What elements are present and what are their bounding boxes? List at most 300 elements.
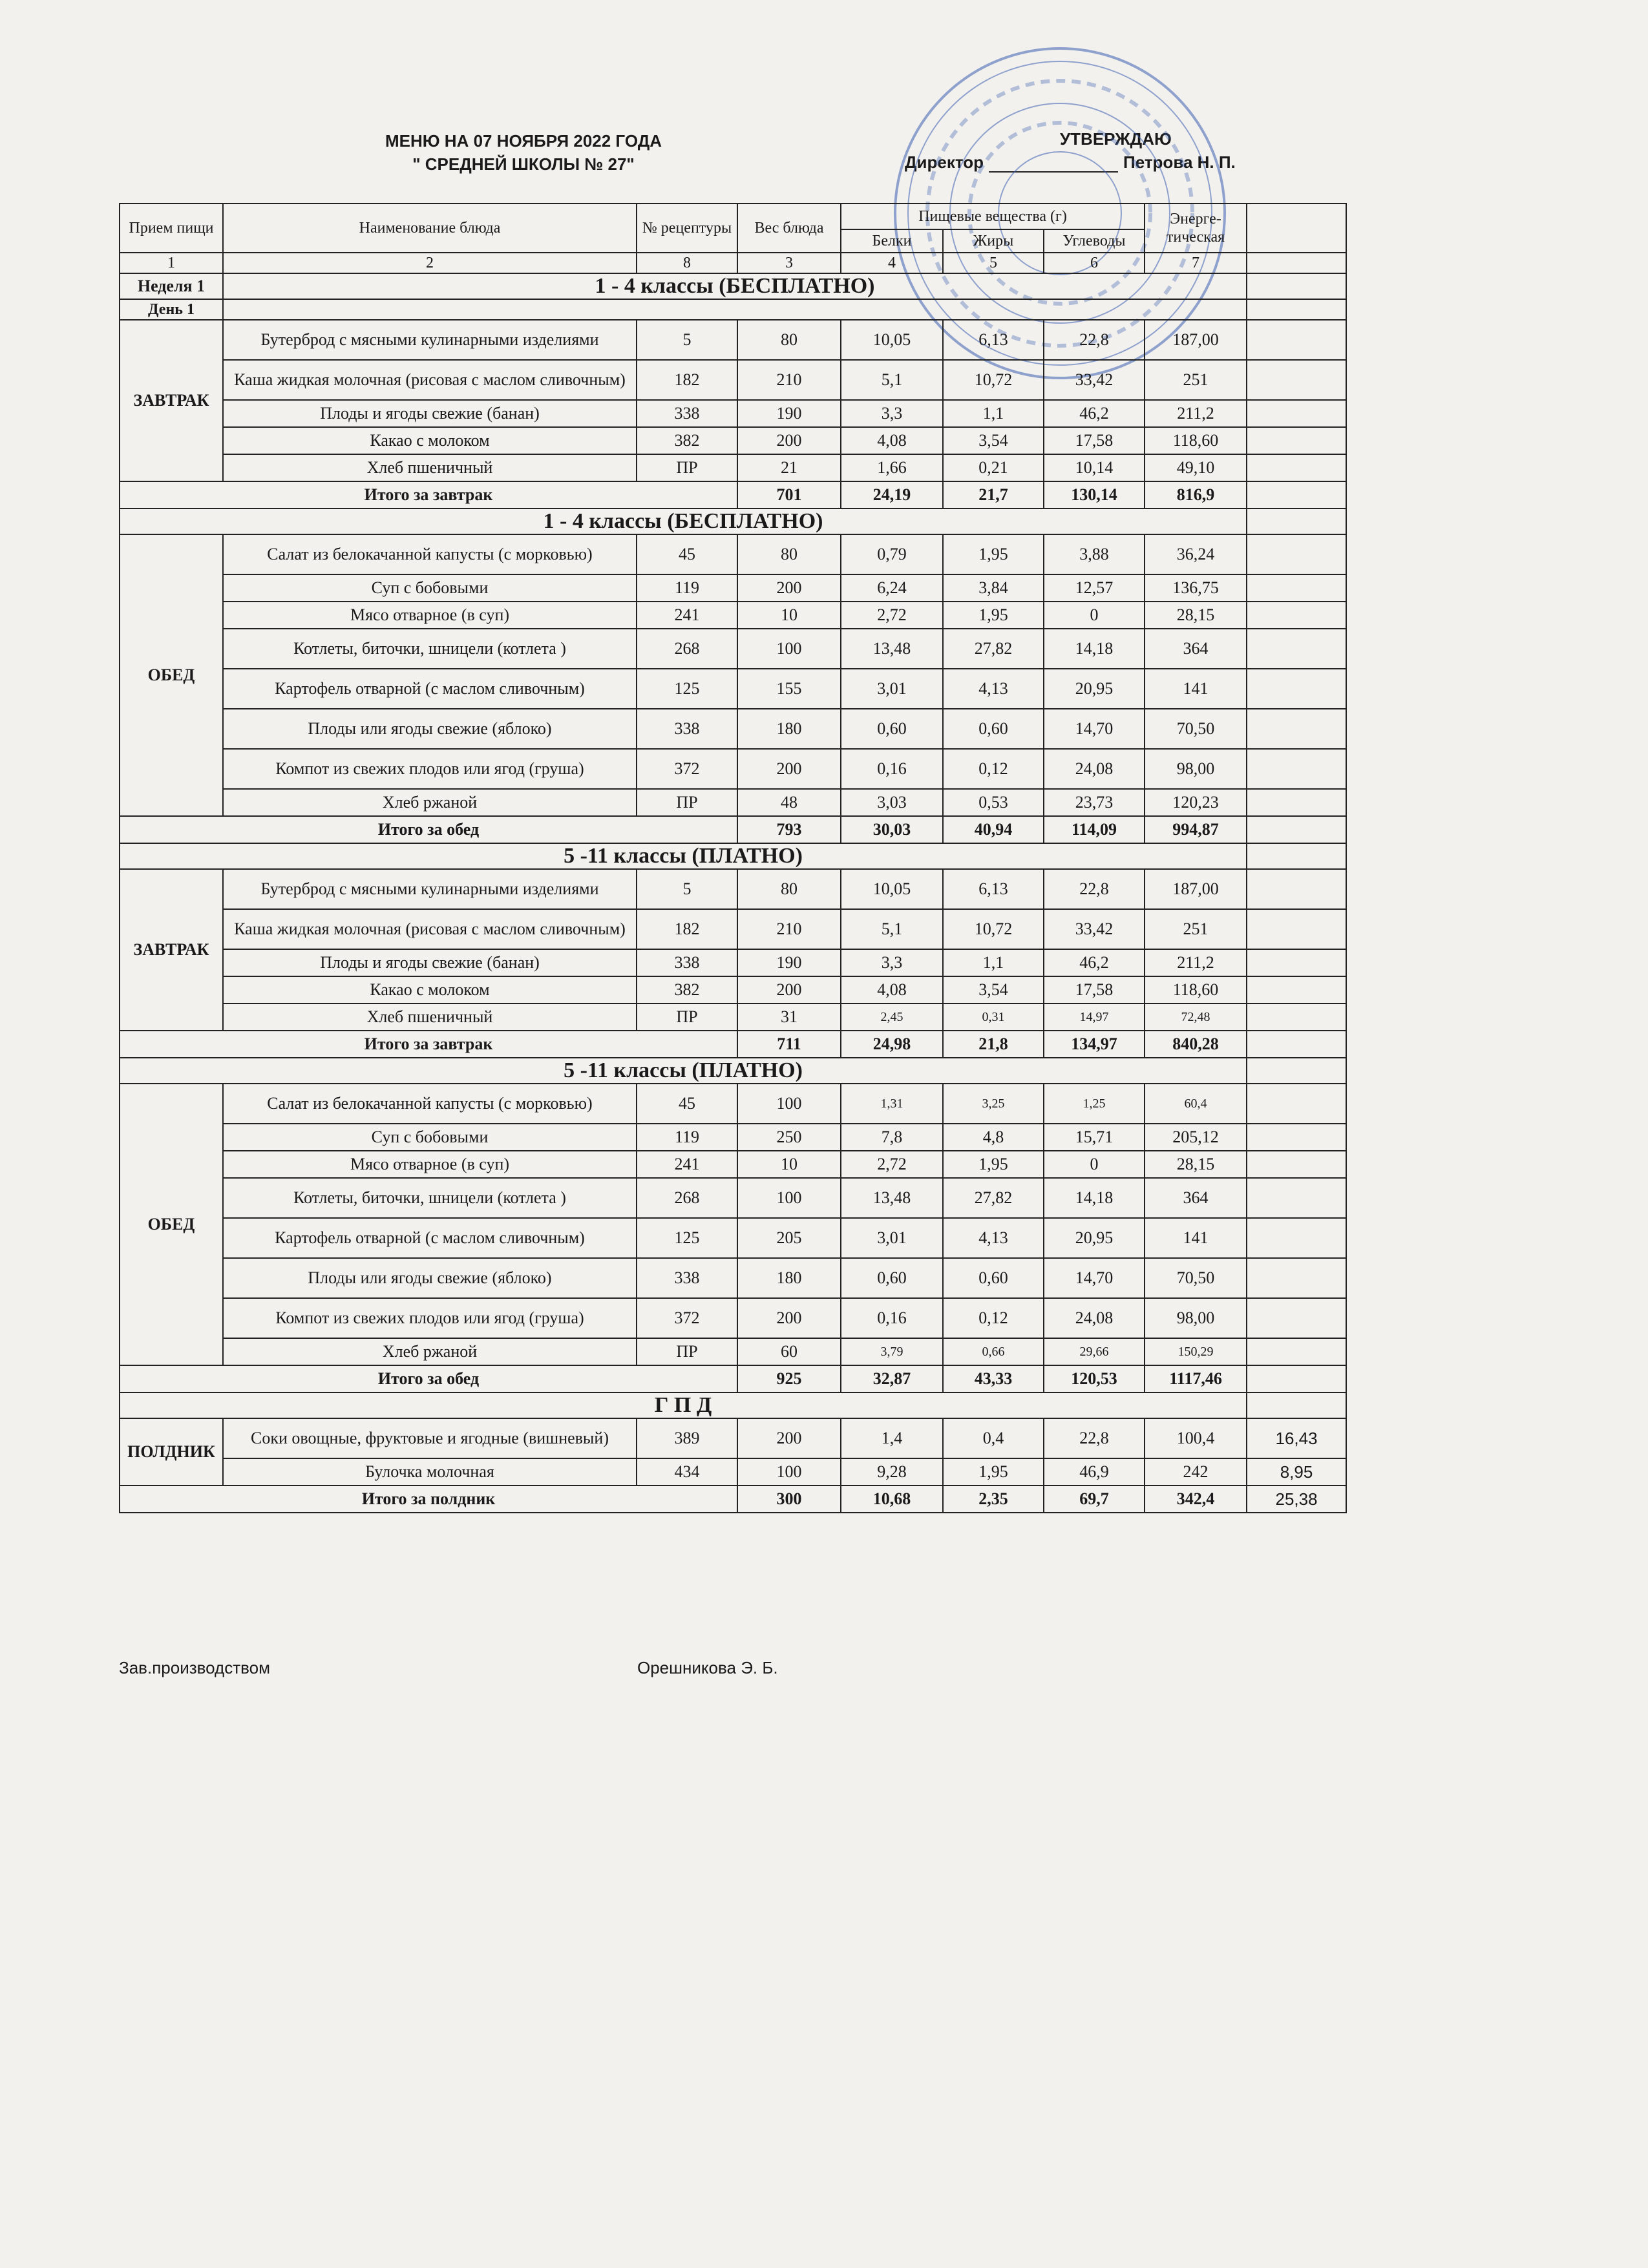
protein-value: 5,1	[841, 360, 943, 400]
fat-value: 1,1	[943, 949, 1044, 976]
protein-value: 1,66	[841, 454, 943, 481]
extra-value	[1247, 709, 1346, 749]
col-number	[1247, 253, 1346, 273]
carbs-value: 29,66	[1044, 1338, 1145, 1365]
section-title: 5 -11 классы (ПЛАТНО)	[120, 843, 1247, 869]
fat-value: 1,1	[943, 400, 1044, 427]
col-header-carbs: Углеводы	[1044, 229, 1145, 253]
dish-name: Хлеб пшеничный	[223, 1003, 637, 1031]
protein-value: 3,03	[841, 789, 943, 816]
fat-value: 4,13	[943, 1218, 1044, 1258]
meal-label: ПОЛДНИК	[120, 1418, 223, 1486]
table-row	[120, 534, 1346, 574]
recipe-number: 45	[637, 1084, 737, 1124]
dish-weight: 200	[737, 976, 841, 1003]
table-row	[120, 320, 1346, 360]
extra-value	[1247, 360, 1346, 400]
extra-value	[1247, 427, 1346, 454]
table-row	[120, 949, 1346, 976]
recipe-number: 338	[637, 709, 737, 749]
total-protein: 32,87	[841, 1365, 943, 1392]
energy-value: 242	[1145, 1458, 1247, 1486]
recipe-number: ПР	[637, 1338, 737, 1365]
carbs-value: 46,2	[1044, 400, 1145, 427]
dish-name: Салат из белокачанной капусты (с морковью)	[223, 534, 637, 574]
fat-value: 0,60	[943, 709, 1044, 749]
dish-weight: 80	[737, 869, 841, 909]
dish-weight: 21	[737, 454, 841, 481]
dish-weight: 200	[737, 749, 841, 789]
dish-weight: 80	[737, 534, 841, 574]
fat-value: 0,53	[943, 789, 1044, 816]
recipe-number: ПР	[637, 789, 737, 816]
carbs-value: 33,42	[1044, 360, 1145, 400]
total-extra	[1247, 1031, 1346, 1058]
extra-value	[1247, 1151, 1346, 1178]
fat-value: 6,13	[943, 869, 1044, 909]
total-extra	[1247, 481, 1346, 509]
carbs-value: 22,8	[1044, 1418, 1145, 1458]
protein-value: 0,60	[841, 709, 943, 749]
section-title: 1 - 4 классы (БЕСПЛАТНО)	[223, 273, 1247, 299]
total-energy: 994,87	[1145, 816, 1247, 843]
extra-value	[1247, 789, 1346, 816]
dish-name: Компот из свежих плодов или ягод (груша)	[223, 1298, 637, 1338]
protein-value: 4,08	[841, 976, 943, 1003]
extra-value	[1247, 320, 1346, 360]
menu-title-line1: МЕНЮ НА 07 НОЯБРЯ 2022 ГОДА	[385, 131, 662, 151]
extra-value	[1247, 669, 1346, 709]
table-row	[120, 789, 1346, 816]
recipe-number: 372	[637, 749, 737, 789]
protein-value: 0,60	[841, 1258, 943, 1298]
total-weight: 701	[737, 481, 841, 509]
dish-weight: 180	[737, 709, 841, 749]
dish-name: Мясо отварное (в суп)	[223, 1151, 637, 1178]
total-protein: 24,19	[841, 481, 943, 509]
col-number: 2	[223, 253, 637, 273]
extra-value	[1247, 1218, 1346, 1258]
energy-value: 364	[1145, 1178, 1247, 1218]
total-energy: 816,9	[1145, 481, 1247, 509]
recipe-number: 119	[637, 574, 737, 602]
energy-value: 251	[1145, 909, 1247, 949]
col-header-dish: Наименование блюда	[223, 204, 637, 253]
total-weight: 925	[737, 1365, 841, 1392]
recipe-number: ПР	[637, 454, 737, 481]
footer-position: Зав.производством	[119, 1658, 270, 1677]
meal-label: ЗАВТРАК	[120, 320, 223, 481]
energy-value: 70,50	[1145, 709, 1247, 749]
recipe-number: 338	[637, 1258, 737, 1298]
energy-value: 36,24	[1145, 534, 1247, 574]
dish-weight: 80	[737, 320, 841, 360]
total-protein: 30,03	[841, 816, 943, 843]
recipe-number: 268	[637, 1178, 737, 1218]
col-number: 1	[120, 253, 223, 273]
col-number: 6	[1044, 253, 1145, 273]
energy-value: 187,00	[1145, 320, 1247, 360]
recipe-number: 125	[637, 1218, 737, 1258]
extra-value	[1247, 574, 1346, 602]
total-label: Итого за полдник	[120, 1486, 737, 1513]
section-title: 1 - 4 классы (БЕСПЛАТНО)	[120, 509, 1247, 534]
total-row	[120, 816, 1346, 843]
energy-value: 141	[1145, 1218, 1247, 1258]
dish-name: Салат из белокачанной капусты (с морковью)	[223, 1084, 637, 1124]
energy-value: 120,23	[1145, 789, 1247, 816]
carbs-value: 17,58	[1044, 976, 1145, 1003]
menu-table	[119, 203, 1347, 1513]
energy-value: 251	[1145, 360, 1247, 400]
menu-title-line2: " СРЕДНЕЙ ШКОЛЫ № 27"	[412, 154, 635, 174]
dish-name: Хлеб ржаной	[223, 789, 637, 816]
extra-value	[1247, 1003, 1346, 1031]
protein-value: 0,16	[841, 749, 943, 789]
fat-value: 4,8	[943, 1124, 1044, 1151]
fat-value: 0,60	[943, 1258, 1044, 1298]
table-row	[120, 1003, 1346, 1031]
total-fat: 21,8	[943, 1031, 1044, 1058]
fat-value: 27,82	[943, 629, 1044, 669]
carbs-value: 10,14	[1044, 454, 1145, 481]
recipe-number: 125	[637, 669, 737, 709]
fat-value: 4,13	[943, 669, 1044, 709]
table-row	[120, 869, 1346, 909]
extra-value	[1247, 1298, 1346, 1338]
extra-value	[1247, 454, 1346, 481]
protein-value: 13,48	[841, 1178, 943, 1218]
col-header-weight: Вес блюда	[737, 204, 841, 253]
recipe-number: 45	[637, 534, 737, 574]
recipe-number: 389	[637, 1418, 737, 1458]
protein-value: 3,79	[841, 1338, 943, 1365]
total-fat: 2,35	[943, 1486, 1044, 1513]
recipe-number: 382	[637, 976, 737, 1003]
recipe-number: 372	[637, 1298, 737, 1338]
menu-title	[259, 129, 788, 176]
dish-name: Суп с бобовыми	[223, 574, 637, 602]
total-carbs: 130,14	[1044, 481, 1145, 509]
col-number: 7	[1145, 253, 1247, 273]
recipe-number: 241	[637, 1151, 737, 1178]
dish-weight: 210	[737, 909, 841, 949]
total-row	[120, 1031, 1346, 1058]
protein-value: 0,16	[841, 1298, 943, 1338]
total-protein: 10,68	[841, 1486, 943, 1513]
dish-name: Компот из свежих плодов или ягод (груша)	[223, 749, 637, 789]
protein-value: 10,05	[841, 869, 943, 909]
table-row	[120, 1458, 1346, 1486]
carbs-value: 24,08	[1044, 749, 1145, 789]
recipe-number: 382	[637, 427, 737, 454]
total-extra	[1247, 1365, 1346, 1392]
total-weight: 793	[737, 816, 841, 843]
energy-value: 28,15	[1145, 1151, 1247, 1178]
table-row	[120, 574, 1346, 602]
fat-value: 1,95	[943, 1151, 1044, 1178]
dish-weight: 250	[737, 1124, 841, 1151]
energy-value: 100,4	[1145, 1418, 1247, 1458]
dish-name: Соки овощные, фруктовые и ягодные (вишневый)	[223, 1418, 637, 1458]
protein-value: 3,3	[841, 400, 943, 427]
meal-label: ОБЕД	[120, 534, 223, 816]
carbs-value: 14,97	[1044, 1003, 1145, 1031]
table-row	[120, 1151, 1346, 1178]
table-row	[120, 976, 1346, 1003]
dish-name: Плоды или ягоды свежие (яблоко)	[223, 709, 637, 749]
table-row	[120, 427, 1346, 454]
dish-weight: 180	[737, 1258, 841, 1298]
protein-value: 5,1	[841, 909, 943, 949]
recipe-number: ПР	[637, 1003, 737, 1031]
dish-name: Хлеб ржаной	[223, 1338, 637, 1365]
dish-name: Плоды или ягоды свежие (яблоко)	[223, 1258, 637, 1298]
carbs-value: 33,42	[1044, 909, 1145, 949]
total-energy: 840,28	[1145, 1031, 1247, 1058]
protein-value: 10,05	[841, 320, 943, 360]
total-fat: 21,7	[943, 481, 1044, 509]
signature-line	[989, 171, 1118, 173]
fat-value: 0,12	[943, 1298, 1044, 1338]
fat-value: 27,82	[943, 1178, 1044, 1218]
dish-weight: 10	[737, 602, 841, 629]
dish-weight: 100	[737, 1458, 841, 1486]
week-label: Неделя 1	[120, 273, 223, 299]
energy-value: 205,12	[1145, 1124, 1247, 1151]
energy-value: 60,4	[1145, 1084, 1247, 1124]
protein-value: 4,08	[841, 427, 943, 454]
dish-name: Бутерброд с мясными кулинарными изделиями	[223, 869, 637, 909]
dish-name: Плоды и ягоды свежие (банан)	[223, 400, 637, 427]
extra-value	[1247, 749, 1346, 789]
director-line	[905, 152, 1236, 173]
col-number: 8	[637, 253, 737, 273]
table-row	[120, 909, 1346, 949]
dish-weight: 100	[737, 1178, 841, 1218]
carbs-value: 20,95	[1044, 669, 1145, 709]
col-header-energy: Энерге-тическая	[1145, 204, 1247, 253]
recipe-number: 338	[637, 400, 737, 427]
dish-weight: 48	[737, 789, 841, 816]
table-row	[120, 629, 1346, 669]
total-weight: 300	[737, 1486, 841, 1513]
empty-cell	[1247, 843, 1346, 869]
protein-value: 2,72	[841, 1151, 943, 1178]
dish-weight: 100	[737, 1084, 841, 1124]
total-extra: 25,38	[1247, 1486, 1346, 1513]
recipe-number: 241	[637, 602, 737, 629]
extra-value	[1247, 629, 1346, 669]
dish-weight: 10	[737, 1151, 841, 1178]
dish-name: Котлеты, биточки, шницели (котлета )	[223, 629, 637, 669]
approve-label: УТВЕРЖДАЮ	[1060, 129, 1172, 149]
carbs-value: 20,95	[1044, 1218, 1145, 1258]
energy-value: 211,2	[1145, 400, 1247, 427]
col-number: 3	[737, 253, 841, 273]
table-row	[120, 1298, 1346, 1338]
protein-value: 3,3	[841, 949, 943, 976]
dish-name: Каша жидкая молочная (рисовая с маслом сливочным)	[223, 909, 637, 949]
recipe-number: 268	[637, 629, 737, 669]
recipe-number: 119	[637, 1124, 737, 1151]
fat-value: 0,12	[943, 749, 1044, 789]
carbs-value: 23,73	[1044, 789, 1145, 816]
carbs-value: 0	[1044, 1151, 1145, 1178]
carbs-value: 14,18	[1044, 1178, 1145, 1218]
table-row	[120, 749, 1346, 789]
total-row	[120, 481, 1346, 509]
meal-label: ОБЕД	[120, 1084, 223, 1365]
extra-value: 8,95	[1247, 1458, 1346, 1486]
extra-value	[1247, 1124, 1346, 1151]
dish-weight: 210	[737, 360, 841, 400]
energy-value: 98,00	[1145, 1298, 1247, 1338]
col-header-meal: Прием пищи	[120, 204, 223, 253]
carbs-value: 1,25	[1044, 1084, 1145, 1124]
empty-cell	[1247, 1058, 1346, 1084]
extra-value	[1247, 976, 1346, 1003]
col-header-recipe: № рецептуры	[637, 204, 737, 253]
table-row	[120, 709, 1346, 749]
energy-value: 150,29	[1145, 1338, 1247, 1365]
total-carbs: 114,09	[1044, 816, 1145, 843]
carbs-value: 0	[1044, 602, 1145, 629]
total-energy: 1117,46	[1145, 1365, 1247, 1392]
table-row	[120, 1084, 1346, 1124]
extra-value: 16,43	[1247, 1418, 1346, 1458]
fat-value: 3,54	[943, 427, 1044, 454]
meal-label: ЗАВТРАК	[120, 869, 223, 1031]
dish-weight: 190	[737, 400, 841, 427]
total-label: Итого за обед	[120, 1365, 737, 1392]
dish-weight: 60	[737, 1338, 841, 1365]
extra-value	[1247, 949, 1346, 976]
recipe-number: 5	[637, 869, 737, 909]
col-header-fat: Жиры	[943, 229, 1044, 253]
fat-value: 0,21	[943, 454, 1044, 481]
protein-value: 9,28	[841, 1458, 943, 1486]
recipe-number: 182	[637, 360, 737, 400]
carbs-value: 3,88	[1044, 534, 1145, 574]
dish-name: Мясо отварное (в суп)	[223, 602, 637, 629]
extra-value	[1247, 1178, 1346, 1218]
energy-value: 118,60	[1145, 976, 1247, 1003]
energy-value: 187,00	[1145, 869, 1247, 909]
recipe-number: 434	[637, 1458, 737, 1486]
empty-cell	[1247, 1392, 1346, 1418]
carbs-value: 15,71	[1044, 1124, 1145, 1151]
dish-weight: 155	[737, 669, 841, 709]
dish-name: Бутерброд с мясными кулинарными изделиями	[223, 320, 637, 360]
total-row	[120, 1365, 1346, 1392]
footer-name: Орешникова Э. Б.	[637, 1658, 778, 1677]
dish-name: Булочка молочная	[223, 1458, 637, 1486]
carbs-value: 12,57	[1044, 574, 1145, 602]
col-header-nutrients: Пищевые вещества (г)	[841, 204, 1145, 229]
table-row	[120, 454, 1346, 481]
col-header-extra	[1247, 204, 1346, 253]
dish-weight: 100	[737, 629, 841, 669]
dish-name: Какао с молоком	[223, 976, 637, 1003]
fat-value: 1,95	[943, 534, 1044, 574]
dish-name: Котлеты, биточки, шницели (котлета )	[223, 1178, 637, 1218]
total-fat: 40,94	[943, 816, 1044, 843]
empty-cell	[223, 299, 1247, 320]
table-row	[120, 1124, 1346, 1151]
fat-value: 0,4	[943, 1418, 1044, 1458]
dish-weight: 200	[737, 427, 841, 454]
empty-cell	[1247, 299, 1346, 320]
extra-value	[1247, 869, 1346, 909]
carbs-value: 22,8	[1044, 320, 1145, 360]
fat-value: 1,95	[943, 1458, 1044, 1486]
extra-value	[1247, 1338, 1346, 1365]
extra-value	[1247, 400, 1346, 427]
dish-name: Какао с молоком	[223, 427, 637, 454]
fat-value: 3,54	[943, 976, 1044, 1003]
dish-name: Хлеб пшеничный	[223, 454, 637, 481]
empty-cell	[1247, 273, 1346, 299]
carbs-value: 14,70	[1044, 709, 1145, 749]
dish-weight: 190	[737, 949, 841, 976]
table-row	[120, 1178, 1346, 1218]
col-number: 4	[841, 253, 943, 273]
total-weight: 711	[737, 1031, 841, 1058]
dish-weight: 200	[737, 1418, 841, 1458]
extra-value	[1247, 909, 1346, 949]
day-label: День 1	[120, 299, 223, 320]
dish-name: Картофель отварной (с маслом сливочным)	[223, 1218, 637, 1258]
section-title: Г П Д	[120, 1392, 1247, 1418]
energy-value: 28,15	[1145, 602, 1247, 629]
empty-cell	[1247, 509, 1346, 534]
energy-value: 72,48	[1145, 1003, 1247, 1031]
dish-weight: 205	[737, 1218, 841, 1258]
total-carbs: 69,7	[1044, 1486, 1145, 1513]
dish-weight: 200	[737, 574, 841, 602]
total-carbs: 120,53	[1044, 1365, 1145, 1392]
director-name: Петрова Н. П.	[1123, 152, 1236, 172]
director-label: Директор	[905, 152, 984, 172]
energy-value: 136,75	[1145, 574, 1247, 602]
table-row	[120, 400, 1346, 427]
col-header-protein: Белки	[841, 229, 943, 253]
energy-value: 98,00	[1145, 749, 1247, 789]
total-carbs: 134,97	[1044, 1031, 1145, 1058]
dish-name: Суп с бобовыми	[223, 1124, 637, 1151]
total-extra	[1247, 816, 1346, 843]
energy-value: 49,10	[1145, 454, 1247, 481]
total-energy: 342,4	[1145, 1486, 1247, 1513]
energy-value: 364	[1145, 629, 1247, 669]
table-row	[120, 1418, 1346, 1458]
dish-weight: 31	[737, 1003, 841, 1031]
protein-value: 1,31	[841, 1084, 943, 1124]
carbs-value: 22,8	[1044, 869, 1145, 909]
protein-value: 2,72	[841, 602, 943, 629]
dish-name: Каша жидкая молочная (рисовая с маслом сливочным)	[223, 360, 637, 400]
table-row	[120, 360, 1346, 400]
fat-value: 3,84	[943, 574, 1044, 602]
total-fat: 43,33	[943, 1365, 1044, 1392]
recipe-number: 182	[637, 909, 737, 949]
protein-value: 6,24	[841, 574, 943, 602]
protein-value: 3,01	[841, 1218, 943, 1258]
carbs-value: 14,18	[1044, 629, 1145, 669]
table-row	[120, 1338, 1346, 1365]
carbs-value: 17,58	[1044, 427, 1145, 454]
